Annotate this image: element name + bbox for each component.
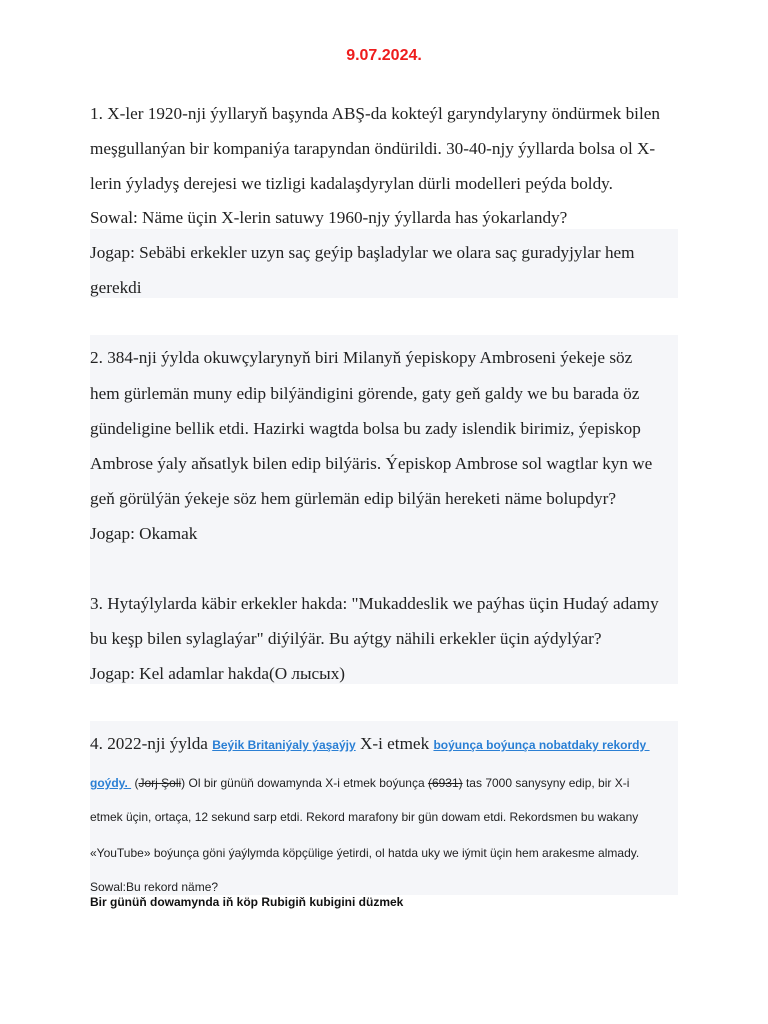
q4-prefix: 4. 2022-nji ýylda [90, 734, 213, 753]
paragraph-line: meşgullanýan bir kompaniýa tarapyndan öndürildi. 30-40-njy ýyllarda bolsa ol X- [90, 139, 656, 158]
paragraph-line: 3. Hytaýlylarda käbir erkekler hakda: "Mukaddeslik we paýhas üçin Hudaý adamy [90, 594, 659, 613]
paragraph-line: geň görülýän ýekeje söz hem gürlemän edip bilýän hereketi näme bolupdyr? [90, 489, 616, 508]
britain-resident-link[interactable]: Beýik Britaniýaly ýaşaýjy [212, 738, 356, 752]
q4-text: tas 7000 sanysyny edip, bir X-i [462, 776, 630, 790]
document-date: 9.07.2024. [346, 47, 422, 64]
answer-line: Jogap: Okamak [90, 524, 198, 543]
paragraph-line: gündeligine bellik etdi. Hazirki wagtda bolsa bu zady islendik birimiz, ýepiskop [90, 419, 641, 438]
paragraph-line: lerin ýyladyş derejesi we tizligi kadalaşdyrylan dürli modelleri peýda boldy. [90, 174, 613, 193]
paragraph-line: 2. 384-nji ýylda okuwçylarynyň biri Milanyň ýepiskopy Ambroseni ýekeje söz [90, 348, 633, 367]
struck-name: Jorj Şoli [138, 776, 182, 790]
q4-line-4: «YouTube» boýunça göni ýaýlymda köpçülige ýetirdi, ol hatda uky we iýmit üçin hem arakesme almady. [90, 846, 640, 860]
paragraph-line: bu keşp bilen sylaglaýar" diýilýär. Bu aýtgy nähili erkekler üçin aýdylýar? [90, 629, 602, 648]
q4-question: Sowal:Bu rekord näme? [90, 880, 219, 894]
answer-line: Jogap: Kel adamlar hakda(О лысых) [90, 664, 346, 683]
paren-open: ( [131, 776, 139, 790]
q4-text: ) Ol bir günüň dowamynda X-i etmek boýunça [181, 776, 428, 790]
q4-line-3: etmek üçin, ortaça, 12 sekund sarp etdi. Rekord marafony bir gün dowam etdi. Rekordsmen bu wakany [90, 810, 639, 824]
record-link[interactable]: boýunça boýunça nobatdaky rekordy [433, 738, 650, 752]
q4-mid-text: X-i etmek [355, 734, 434, 753]
record-link-continued[interactable]: goýdy. [90, 776, 132, 790]
question-line: Sowal: Näme üçin X-lerin satuwy 1960-njy ýyllarda has ýokarlandy? [90, 208, 568, 227]
q4-line-2 [90, 774, 629, 792]
paragraph-line: hem gürlemän muny edip bilýändigini görende, gaty geň galdy we bu barada öz [90, 384, 640, 403]
paragraph-line: Ambrose ýaly aňsatlyk bilen edip bilýäris. Ýepiskop Ambrose sol wagtlar kyn we [90, 454, 653, 473]
answer-line: Jogap: Sebäbi erkekler uzyn saç geýip başladylar we olara saç guradyjylar hem [90, 243, 635, 262]
struck-number: (6931) [427, 776, 463, 790]
answer-line: gerekdi [90, 278, 142, 297]
q4-line-1 [90, 734, 650, 754]
q4-answer: Bir günüň dowamynda iň köp Rubigiň kubigini düzmek [90, 895, 404, 909]
paragraph-line: 1. X-ler 1920-nji ýyllaryň başynda ABŞ-da kokteýl garyndylaryny öndürmek bilen [90, 104, 660, 123]
